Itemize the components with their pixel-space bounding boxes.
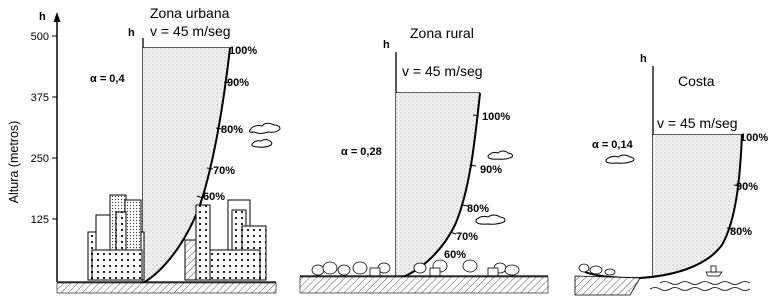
- percent-label: 100%: [740, 132, 769, 144]
- shore-ground: [575, 276, 640, 295]
- alpha-label: α = 0,28: [341, 146, 382, 158]
- axis-h-symbol: h: [39, 11, 46, 23]
- percent-label: 80%: [467, 203, 490, 215]
- percent-label: 80%: [730, 226, 753, 238]
- axis-tick-label: 500: [30, 31, 49, 43]
- height-axis: [7, 11, 61, 282]
- cloud-icon: [606, 155, 634, 163]
- h-symbol: h: [128, 27, 135, 39]
- axis-tick-label: 250: [30, 153, 49, 165]
- cloud-icon: [488, 151, 513, 159]
- velocity-label: v = 45 m/seg: [150, 23, 231, 39]
- boat-icon: [706, 266, 722, 276]
- percent-label: 100%: [482, 111, 511, 123]
- axis-y-label: Altura (metros): [7, 120, 21, 204]
- cloud-icon: [476, 215, 505, 224]
- axis-tick-label: 125: [30, 214, 49, 226]
- axis-arrow-icon: [54, 12, 61, 22]
- ground-hatch: [300, 277, 548, 293]
- percent-label: 60%: [444, 249, 467, 261]
- percent-label: 90%: [480, 164, 503, 176]
- percent-label: 60%: [203, 191, 226, 203]
- panel-coast: [575, 53, 768, 295]
- percent-label: 70%: [213, 165, 236, 177]
- panel-title: Zona urbana: [150, 5, 230, 21]
- percent-label: 80%: [221, 124, 244, 136]
- alpha-label: α = 0,14: [592, 139, 633, 151]
- percent-label: 100%: [229, 45, 258, 57]
- percent-label: 90%: [736, 181, 759, 193]
- panel-title: Zona rural: [410, 25, 474, 41]
- cloud-icon: [252, 140, 272, 148]
- panel-title: Costa: [678, 73, 715, 89]
- percent-label: 70%: [456, 231, 479, 243]
- waves-icon: [650, 282, 750, 291]
- axis-ticks: [31, 31, 57, 226]
- alpha-label: α = 0,4: [90, 73, 125, 85]
- cloud-icon: [250, 123, 281, 133]
- velocity-label: v = 45 m/seg: [402, 63, 483, 79]
- h-symbol: h: [640, 53, 647, 65]
- percent-label: 90%: [227, 77, 250, 89]
- shore-trees-icon: [579, 264, 615, 275]
- axis-tick-label: 375: [30, 92, 49, 104]
- profile-area: [585, 135, 742, 278]
- panel-rural: [300, 25, 548, 293]
- h-symbol: h: [383, 39, 390, 51]
- velocity-label: v = 45 m/seg: [657, 115, 738, 131]
- ground-hatch: [57, 283, 276, 293]
- panel-urban: [57, 5, 280, 293]
